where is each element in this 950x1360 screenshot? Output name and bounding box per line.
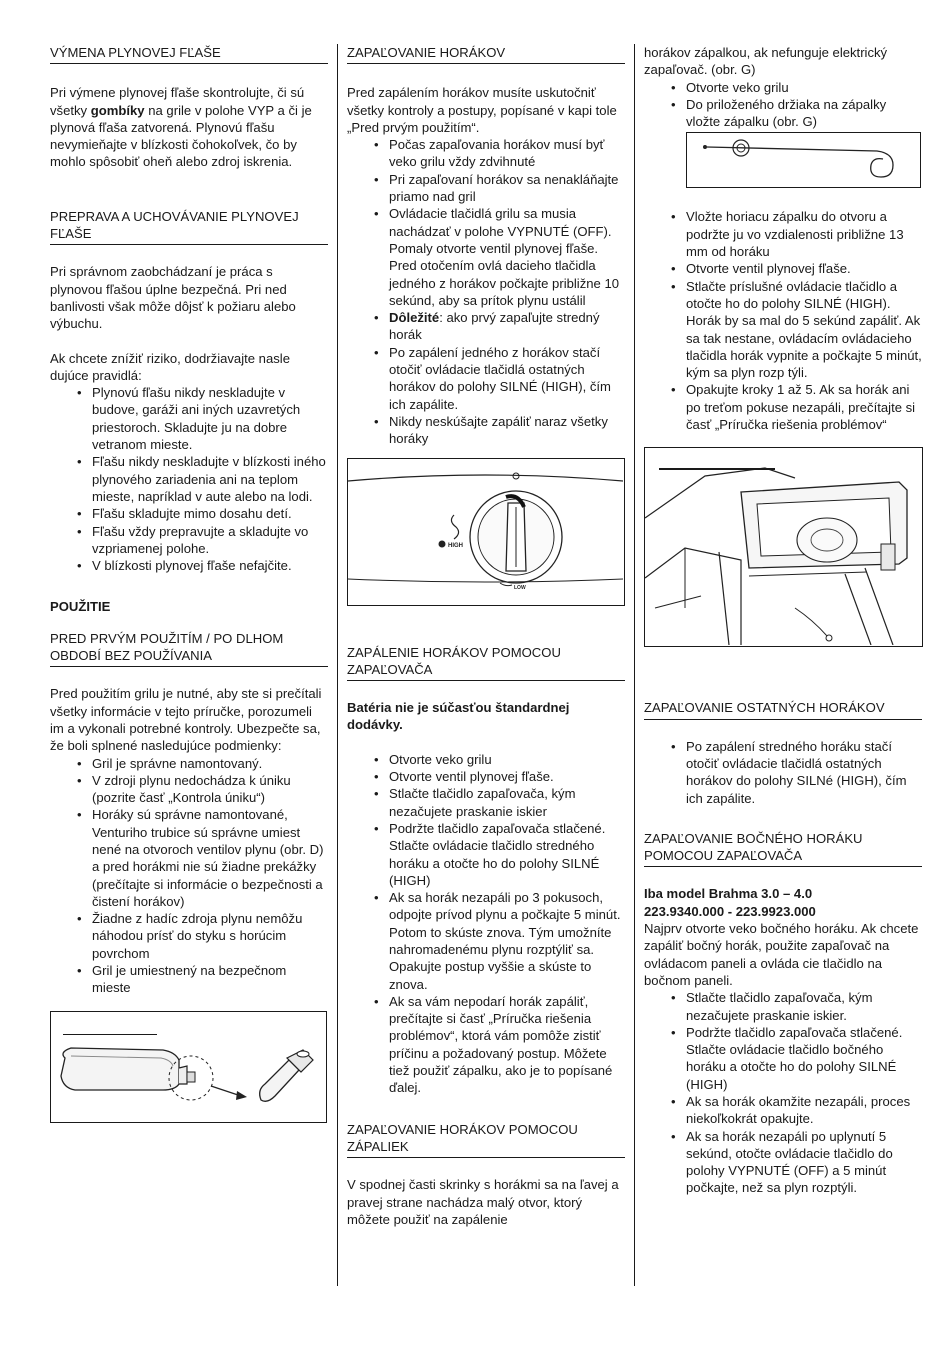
list-item: • Žiadne z hadíc zdroja plynu nemôžu náhodou prísť do styku s horúcim povrchom: [92, 910, 328, 962]
other-burners-list: [644, 738, 922, 807]
paragraph-zapaliek: V spodnej časti skrinky s horákmi sa na ľavej a pravej strane nachádza malý otvor, ktorý môžete použiť na zapálenie: [347, 1177, 619, 1227]
paragraph-vymena: Pri výmene plynovej fľaše skontrolujte, či sú všetky gombíky na grile v polohe VYP a či je plynová fľaša zatvorená. Plynovú fľašu nevymieňajte v blízkosti čohokoľvek, čo by mohlo spôsobiť oheň alebo zdroj iskrenia.: [50, 85, 312, 170]
list-item: • Nikdy neskúšajte zapáliť naraz všetky horáky: [389, 413, 625, 448]
column-2: [347, 44, 625, 1228]
venturi-tube-illustration: [51, 1012, 325, 1120]
figure-venturi-tube: [50, 1011, 327, 1123]
side-burner-steps-list: [644, 989, 922, 1197]
heading-bocneho: ZAPAĽOVANIE BOČNÉHO HORÁKU POMOCOU ZAPAĽOVAČA: [644, 830, 922, 868]
list-item: • Po zapálení stredného horáku stačí otočiť ovládacie tlačidlá ostatných horákov do polohy SILNé (HIGH), čím ich zapálite.: [686, 738, 922, 807]
list-item: • Plynovú fľašu nikdy neskladujte v budove, garáži ani iných uzavretých priestoroch. Skladujte ju na dobre vetranom mieste.: [92, 384, 328, 453]
knob-high-label: HIGH: [448, 542, 463, 549]
list-item: • Ak sa horák okamžite nezapáli, proces niekoľkokrát opakujte.: [686, 1093, 922, 1128]
paragraph-continued: horákov zápalkou, ak nefunguje elektrický zapaľovač. (obr. G): [644, 45, 888, 78]
match-steps-list-1: [644, 79, 922, 131]
column-divider-1: [337, 44, 338, 1286]
list-item: • V blízkosti plynovej fľaše nefajčite.: [92, 557, 328, 574]
match-holder-illustration: [687, 133, 919, 186]
list-item: • V zdroji plynu nedochádza k úniku (pozrite časť „Kontrola úniku“): [92, 772, 328, 807]
match-steps-list-2: [644, 208, 922, 433]
list-item: • Podržte tlačidlo zapaľovača stlačené. Stlačte ovládacie tlačidlo bočného horáku a otočte ho do polohy SILNÉ (HIGH): [686, 1024, 922, 1093]
column-divider-2: [634, 44, 635, 1286]
paragraph-zapalovanie: Pred zapálením horákov musíte uskutočniť všetky kontroly a postupy, popísané v kapi tole „Pred prvým použitím“.: [347, 85, 617, 135]
list-item: • Stlačte príslušné ovládacie tlačidlo a otočte ho do polohy SILNÉ (HIGH). Horák by sa mal do 5 sekúnd zapáliť. Ak sa tak nestane, ovládacím ovládacieho tlačidla horák vypnite a počkajte 5 minút, kým sa plyn rozp týli.: [686, 278, 922, 382]
paragraph-riziko: Ak chcete znížiť riziko, dodržiavajte nasle dujúce pravidlá:: [50, 350, 290, 383]
figure-grill-side: [644, 447, 923, 647]
list-item: • Fľašu nikdy neskladujte v blízkosti iného plynového zariadenia ani na teplom mieste, napríklad v aute alebo na lodi.: [92, 453, 328, 505]
storage-rules-list: [50, 384, 328, 574]
list-item-important: • Dôležité: ako prvý zapaľujte stredný horák: [389, 309, 625, 344]
knob-low-label: LOW: [514, 584, 526, 591]
conditions-list: [50, 755, 328, 997]
list-item: • Otvorte veko grilu: [686, 79, 922, 96]
list-item: • Podržte tlačidlo zapaľovača stlačené. Stlačte ovládacie tlačidlo stredného horáku a otočte ho do polohy SILNÉ (HIGH): [389, 820, 625, 889]
list-item: • Ak sa horák nezapáli po 3 pokusoch, odpojte prívod plynu a počkajte 5 minút. Potom to skúste znova. Tým umožníte nahromadenému plynu rozptýliť sa. Opakujte postup vyššie a skúste to znova.: [389, 889, 625, 993]
list-item: • Stlačte tlačidlo zapaľovača, kým nezačujete praskanie iskier.: [686, 989, 922, 1024]
figure-match-holder-wrap: [686, 132, 922, 188]
heading-vymena: VÝMENA PLYNOVEJ FĽAŠE: [50, 44, 328, 64]
column-1: [50, 44, 328, 1123]
list-item: • Otvorte ventil plynovej fľaše.: [686, 260, 922, 277]
list-item: • Ovládacie tlačidlá grilu sa musia nachádzať v polohe VYPNUTÉ (OFF). Pomaly otvorte ventil plynovej fľaše. Pred otočením ovlá dacieho tlačidla jedného z horákov počkajte približne 10 sekúnd, aby sa prítok plynu ustálil: [389, 205, 625, 309]
control-knob-illustration: [348, 459, 623, 604]
grill-side-illustration: [645, 448, 921, 645]
paragraph-bocny: Najprv otvorte veko bočného horáku. Ak chcete zapáliť bočný horák, použite zapaľovač na ovládacom paneli a ovláda cie tlačidlo na bočnom paneli.: [644, 921, 919, 988]
heading-zapaliek: ZAPAĽOVANIE HORÁKOV POMOCOU ZÁPALIEK: [347, 1121, 625, 1159]
figure-label-bar: [659, 468, 775, 470]
list-item: • Fľašu skladujte mimo dosahu detí.: [92, 505, 328, 522]
list-item: • Stlačte tlačidlo zapaľovača, kým nezačujete praskanie iskier: [389, 785, 625, 820]
list-item: • Ak sa vám nepodarí horák zapáliť, prečítajte si časť „Príručka riešenia problémov“, ktorá vám pomôže zistiť príčinu a požadovaný postup. Môžete tiež použiť zápalku, ako je to popísané ďalej.: [389, 993, 625, 1097]
list-item: • Otvorte veko grilu: [389, 751, 625, 768]
list-item: • Gril je správne namontovaný.: [92, 755, 328, 772]
list-item: • Vložte horiacu zápalku do otvoru a podržte ju vo vzdialenosti približne 13 mm od horáku: [686, 208, 922, 260]
heading-zapalovanie: ZAPAĽOVANIE HORÁKOV: [347, 44, 625, 64]
list-item: • Pri zapaľovaní horákov sa nenakláňajte priamo nad gril: [389, 171, 625, 206]
heading-pred-prvym: PRED PRVÝM POUŽITÍM / PO DLHOM OBDOBÍ BEZ POUŽÍVANIA: [50, 630, 328, 668]
igniter-steps-list: [347, 751, 625, 1097]
list-item: • Počas zapaľovania horákov musí byť veko grilu vždy zdvihnuté: [389, 136, 625, 171]
paragraph-preprava: Pri správnom zaobchádzaní je práca s plynovou fľašou úplne bezpečná. Pri ned banlivosti však môže dôjsť k požiaru alebo výbuchu.: [50, 264, 296, 332]
list-item: • Gril je umiestnený na bezpečnom mieste: [92, 962, 328, 997]
list-item: • Fľašu vždy prepravujte a skladujte vo vzpriamenej polohe.: [92, 523, 328, 558]
list-item: • Horáky sú správne namontované, Venturiho trubice sú správne umiest nené na otvoroch ventilov plynu (obr. D) a pred horákmi nie sú žiadne prekážky (prečítajte si informácie o bezpečnosti a čistení horákov): [92, 806, 328, 910]
figure-label-bar: [63, 1034, 157, 1036]
list-item: • Do priloženého držiaka na zápalky vložte zápalku (obr. G): [686, 96, 922, 131]
figure-match-holder: [686, 132, 921, 188]
paragraph-bateria: Batéria nie je súčasťou štandardnej dodávky.: [347, 700, 570, 733]
list-item: • Ak sa horák nezapáli po uplynutí 5 sekúnd, otočte ovládacie tlačidlo do polohy VYPNUTÉ (OFF) a 5 minút počkajte, než sa plyn rozptýli.: [686, 1128, 922, 1197]
list-item: • Po zapálení jedného z horákov stačí otočiť ovládacie tlačidlá ostatných horákov do polohy SILNÉ (HIGH), čím ich zapálite.: [389, 344, 625, 413]
paragraph-pred-prvym: Pred použitím grilu je nutné, aby ste si prečítali všetky informácie v tejto príručke, porozumeli im a vykonali potrebné kontroly. Ubezpečte sa, že boli splnené nasledujúce podmienky:: [50, 686, 322, 754]
heading-pouzitie: POUŽITIE: [50, 599, 111, 615]
column-3: [644, 44, 922, 1197]
heading-zapalenie-zapalovac: ZAPÁLENIE HORÁKOV POMOCOU ZAPAĽOVAČA: [347, 644, 625, 682]
list-item: • Opakujte kroky 1 až 5. Ak sa horák ani po treťom pokuse nezapáli, prečítajte si časť „Príručka riešenia problémov“: [686, 381, 922, 433]
list-item: • Otvorte ventil plynovej fľaše.: [389, 768, 625, 785]
heading-preprava: PREPRAVA A UCHOVÁVANIE PLYNOVEJ FĽAŠE: [50, 208, 328, 246]
ignition-steps-list: [347, 136, 625, 447]
paragraph-model: Iba model Brahma 3.0 – 4.0 223.9340.000 - 223.9923.000: [644, 886, 816, 919]
heading-ostatnych: ZAPAĽOVANIE OSTATNÝCH HORÁKOV: [644, 699, 922, 719]
figure-control-knob: [347, 458, 625, 606]
